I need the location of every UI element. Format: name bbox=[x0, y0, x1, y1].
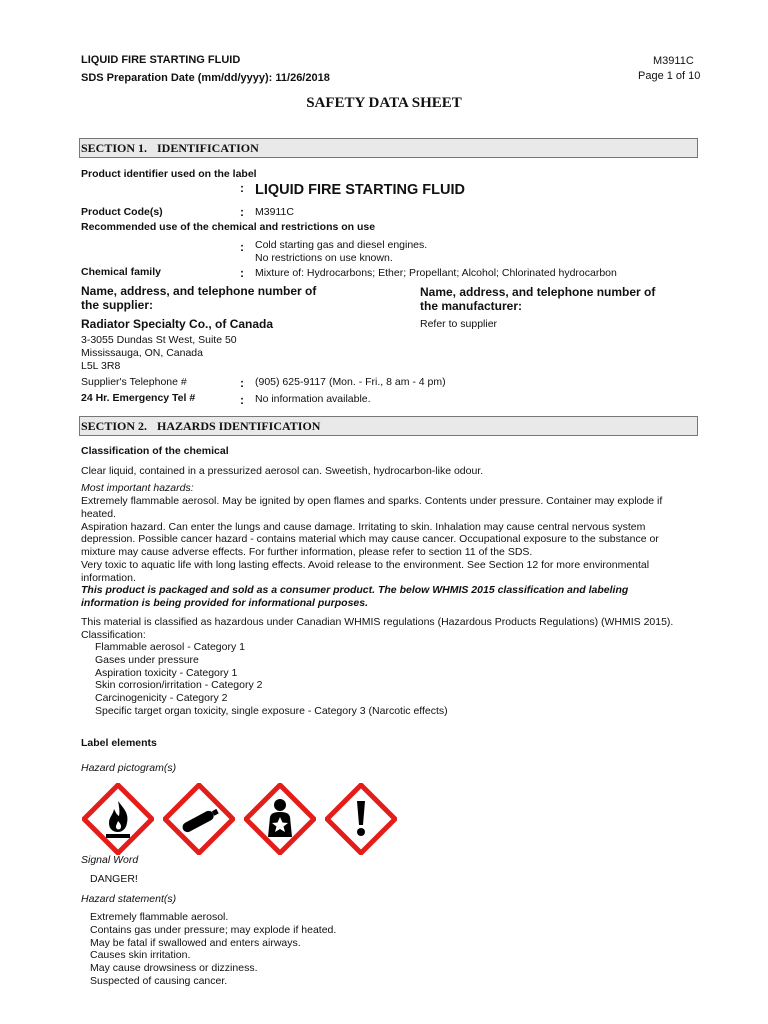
supplier-name: Radiator Specialty Co., of Canada bbox=[81, 317, 274, 331]
hazard-paragraph-line: depression. Possible cancer hazard - contains material which may cause cancer. Occupational exposure to the substance or bbox=[81, 533, 659, 546]
classification-list bbox=[95, 641, 448, 718]
gas-cylinder-icon bbox=[163, 783, 235, 855]
manufacturer-heading-line: Name, address, and telephone number of bbox=[420, 285, 656, 299]
supplier-heading-line: the supplier: bbox=[81, 298, 154, 312]
hazard-paragraph-line: Very toxic to aquatic life with long lasting effects. Avoid release to the environment. See Section 12 for more environmental bbox=[81, 558, 650, 571]
supplier-telephone-value: (905) 625-9117 (Mon. - Fri., 8 am - 4 pm) bbox=[255, 376, 446, 388]
recommended-use-line: Cold starting gas and diesel engines. bbox=[255, 239, 428, 251]
hazard-paragraph-line: heated. bbox=[81, 507, 117, 520]
classification-item: Skin corrosion/irritation - Category 2 bbox=[95, 679, 263, 692]
document-code: M3911C bbox=[653, 55, 694, 67]
address-line: 3-3055 Dundas St West, Suite 50 bbox=[81, 334, 237, 346]
manufacturer-value: Refer to supplier bbox=[420, 318, 498, 330]
colon: : bbox=[240, 393, 244, 407]
colon: : bbox=[240, 266, 244, 280]
recommended-use-line: No restrictions on use known. bbox=[255, 251, 393, 264]
supplier-heading-line: Name, address, and telephone number of bbox=[81, 284, 317, 298]
classification-item: Gases under pressure bbox=[95, 653, 199, 666]
page-number: Page 1 of 10 bbox=[638, 70, 701, 82]
consumer-note-line: information is being provided for informational purposes. bbox=[81, 596, 369, 609]
label-elements-heading: Label elements bbox=[81, 737, 157, 749]
colon: : bbox=[240, 205, 244, 219]
classification-item: Aspiration toxicity - Category 1 bbox=[95, 666, 238, 679]
hazard-statement: May be fatal if swallowed and enters airways. bbox=[90, 936, 301, 949]
hazard-statement: Suspected of causing cancer. bbox=[90, 974, 228, 987]
recommended-use-value bbox=[255, 239, 427, 265]
manufacturer-heading-line: the manufacturer: bbox=[420, 299, 523, 313]
colon: : bbox=[240, 181, 244, 195]
consumer-note-line: This product is packaged and sold as a consumer product. The below WHMIS 2015 classification and labeling bbox=[81, 584, 629, 596]
chemical-family-label: Chemical family bbox=[81, 266, 161, 278]
product-name: LIQUID FIRE STARTING FLUID bbox=[255, 182, 465, 198]
hazard-statement: May cause drowsiness or dizziness. bbox=[90, 962, 258, 975]
hazard-paragraph-line: Aspiration hazard. Can enter the lungs and cause damage. Irritating to skin. Inhalation may cause central nervous system bbox=[81, 520, 646, 533]
hazard-statements-list bbox=[90, 911, 336, 988]
address-line: L5L 3R8 bbox=[81, 359, 121, 372]
classification-item: Carcinogenicity - Category 2 bbox=[95, 692, 228, 705]
product-description: Clear liquid, contained in a pressurized aerosol can. Sweetish, hydrocarbon-like odour. bbox=[81, 465, 484, 477]
hazard-statement: Extremely flammable aerosol. bbox=[90, 911, 229, 923]
section-2-header bbox=[79, 416, 698, 436]
flame-icon bbox=[82, 783, 154, 855]
hazard-pictograms-label: Hazard pictogram(s) bbox=[81, 762, 177, 774]
section-1-header bbox=[79, 138, 698, 158]
supplier-heading bbox=[81, 284, 316, 312]
signal-word-label: Signal Word bbox=[81, 854, 139, 866]
supplier-address bbox=[81, 334, 237, 372]
document-title: SAFETY DATA SHEET bbox=[306, 95, 462, 111]
signal-word: DANGER! bbox=[90, 873, 138, 885]
hazard-paragraph-line: information. bbox=[81, 571, 136, 584]
hazard-paragraph-line: mixture may cause adverse effects. For further information, please refer to section 11 of the SDS. bbox=[81, 546, 533, 559]
health-hazard-icon bbox=[244, 783, 316, 855]
classification-label: Classification: bbox=[81, 629, 146, 641]
supplier-telephone-label: Supplier's Telephone # bbox=[81, 376, 187, 388]
colon: : bbox=[240, 376, 244, 390]
classification-heading: Classification of the chemical bbox=[81, 445, 229, 457]
product-code-value: M3911C bbox=[255, 206, 294, 218]
emergency-telephone-label: 24 Hr. Emergency Tel # bbox=[81, 392, 196, 404]
manufacturer-heading bbox=[420, 285, 655, 313]
whmis-statement: This material is classified as hazardous under Canadian WHMIS regulations (Hazardous Products Regulations) (WHMIS 2015). bbox=[81, 616, 674, 628]
header-product-title: LIQUID FIRE STARTING FLUID bbox=[81, 54, 241, 66]
hazard-paragraph-line: Extremely flammable aerosol. May be ignited by open flames and sparks. Contents under pressure. Container may explode if bbox=[81, 495, 663, 507]
emergency-telephone-value: No information available. bbox=[255, 393, 371, 405]
product-identifier-label: Product identifier used on the label bbox=[81, 168, 257, 180]
classification-item: Specific target organ toxicity, single exposure - Category 3 (Narcotic effects) bbox=[95, 704, 448, 717]
hazard-statements-label: Hazard statement(s) bbox=[81, 893, 177, 905]
recommended-use-label: Recommended use of the chemical and restrictions on use bbox=[81, 221, 376, 233]
colon: : bbox=[240, 240, 244, 254]
section-1-title: IDENTIFICATION bbox=[157, 141, 259, 155]
most-important-hazards-label: Most important hazards: bbox=[81, 482, 194, 494]
chemical-family-value: Mixture of: Hydrocarbons; Ether; Propellant; Alcohol; Chlorinated hydrocarbon bbox=[255, 267, 617, 279]
section-2-number: SECTION 2. bbox=[81, 419, 148, 433]
sds-preparation-date: SDS Preparation Date (mm/dd/yyyy): 11/26/2018 bbox=[81, 72, 330, 84]
section-2-title: HAZARDS IDENTIFICATION bbox=[157, 419, 321, 433]
hazard-paragraph bbox=[81, 495, 662, 585]
consumer-product-note bbox=[81, 584, 628, 610]
classification-item: Flammable aerosol - Category 1 bbox=[95, 641, 245, 653]
section-1-number: SECTION 1. bbox=[81, 141, 148, 155]
hazard-statement: Causes skin irritation. bbox=[90, 949, 191, 962]
address-line: Mississauga, ON, Canada bbox=[81, 346, 203, 359]
exclamation-mark-icon bbox=[325, 783, 397, 855]
hazard-statement: Contains gas under pressure; may explode if heated. bbox=[90, 923, 337, 936]
product-code-label: Product Code(s) bbox=[81, 206, 163, 218]
